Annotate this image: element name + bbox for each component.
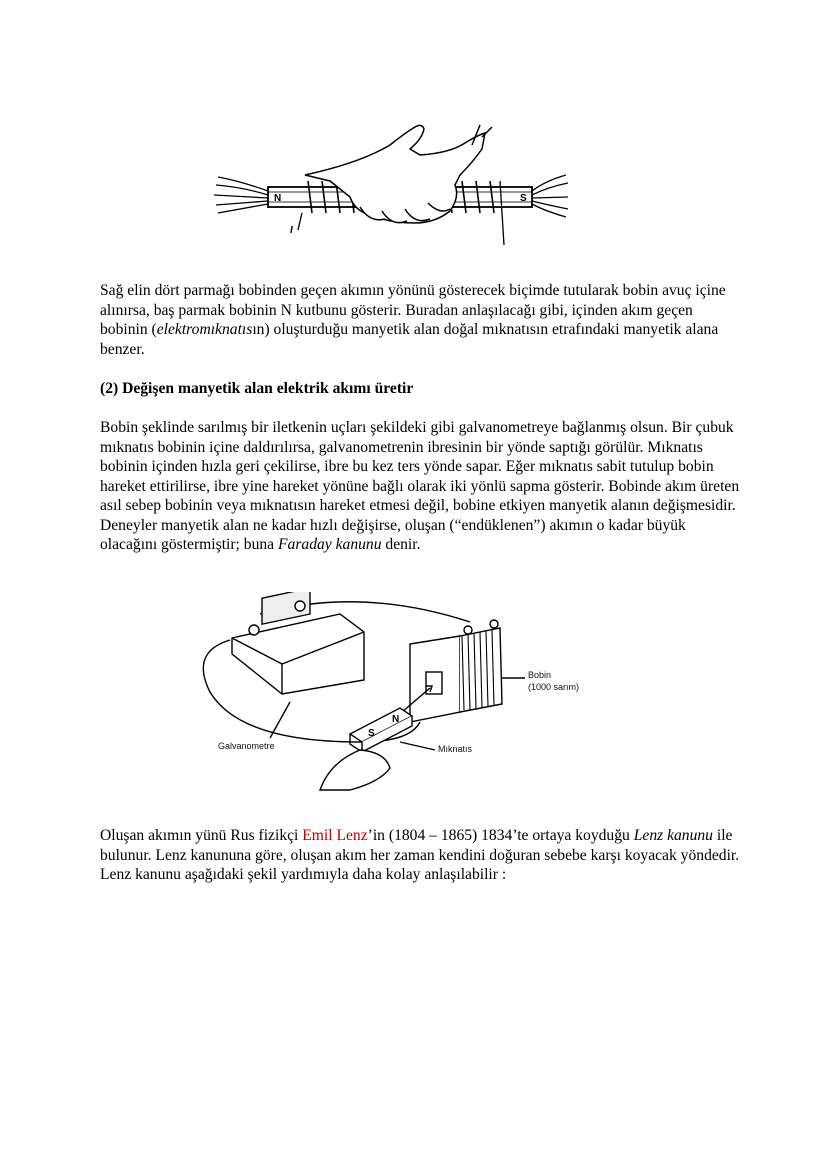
para1-end: ın) oluşturduğu manyetik alan doğal mıknatısın etrafındaki manyetik alana benzer. [100, 321, 719, 358]
south-pole-label: S [520, 193, 527, 204]
para1-text: Sağ elin dört parmağı bobinden geçen akımın yönünü gösterecek biçimde tutularak bobin avuç içine alınırsa, baş parmak bobinin N kutbunu gösterir. Buradan anlaşılacağı gibi, içinden akım geçen bobinin ( [100, 282, 726, 338]
para2-end: denir. [381, 536, 421, 553]
magnet-label: Mıknatıs [438, 744, 473, 754]
galvanometer-label: Galvanometre [218, 741, 275, 751]
para1-italic: elektromıknatıs [156, 321, 253, 338]
para2-text: Bobin şeklinde sarılmış bir iletkenin uçları şekildeki gibi galvanometreye bağlanmış olsun. Bir çubuk mıknatıs bobinin içine daldırılırsa, galvanometrenin ibresinin bir yönde saptığı görülür. Mıknatıs bobinin içinden hızla geri çekilirse, ibre bu kez ters yönde sapar. Eğer mıknatıs sabit tutulup bobin hareket ettirilirse, ibre yine hareket yönüne bağlı olarak iki yönlü sapma gösterir. Bobinde akım üreten asıl sebep bobinin veya mıknatısın hareket etmesi değil, bobine etkiyen manyetik alanın değişmesidir. Deneyler manyetik alan ne kadar hızlı değişirse, oluşan (“endüklenen”) akımın o kadar büyük olacağını göstermiştir; buna [100, 419, 740, 553]
paragraph-right-hand-rule [100, 281, 740, 359]
magnet-s-label: S [368, 728, 375, 739]
magnet-n-label: N [392, 714, 400, 725]
para3-italic: Lenz kanunu [633, 827, 713, 844]
paragraph-faraday [100, 418, 740, 555]
bobin-sub-label: (1000 sarım) [528, 682, 580, 692]
para3-mid: ’in (1804 – 1865) 1834’te ortaya koyduğu [367, 827, 634, 844]
para3-start: Oluşan akımın yünü Rus fizikçi [100, 827, 303, 844]
galvanometer-coil-figure [150, 592, 610, 797]
para3-end: ile bulunur. Lenz kanununa göre, oluşan akım her zaman kendini doğuran sebebe karşı koyacak yöndedir. Lenz kanunu aşağıdaki şekil yardımıyla daha kolay anlaşılabilir : [100, 827, 740, 883]
section-heading: (2) Değişen manyetik alan elektrik akımı üretir [100, 380, 414, 397]
current-label: I [290, 225, 293, 236]
north-pole-label: N [274, 193, 282, 204]
right-hand-rule-figure [210, 115, 570, 250]
bobin-label: Bobin [528, 670, 552, 680]
para2-italic: Faraday kanunu [278, 536, 382, 553]
lenz-name: Emil Lenz [302, 827, 368, 844]
paragraph-lenz [100, 826, 740, 885]
